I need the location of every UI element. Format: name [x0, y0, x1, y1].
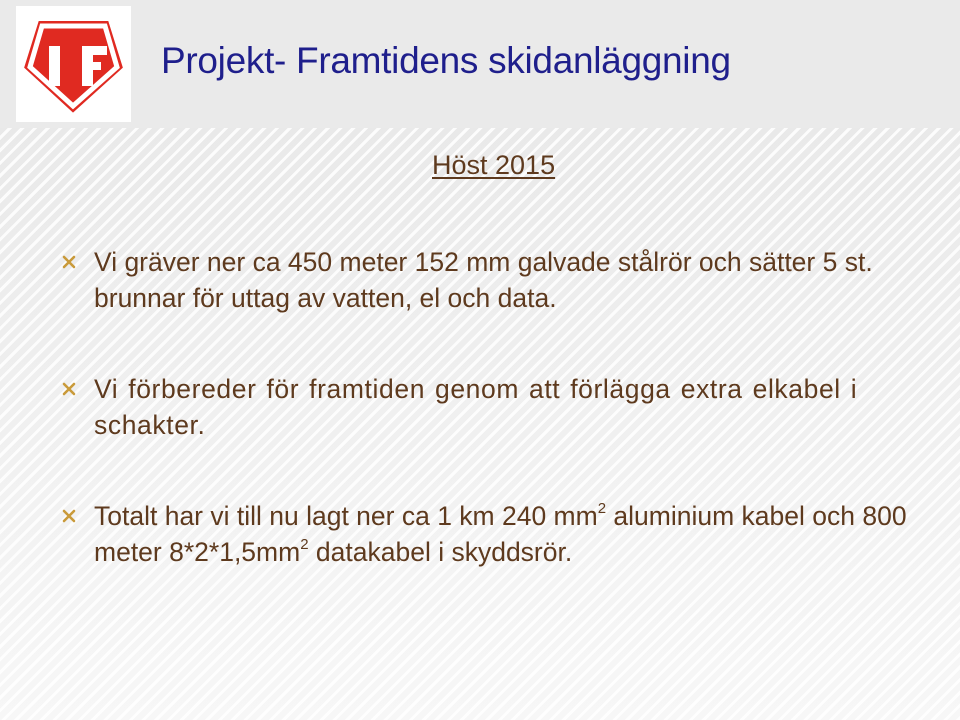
logo [16, 6, 131, 122]
bullet-item [62, 244, 942, 316]
bullet-text-part: Totalt har vi till nu lagt ner ca 1 km 240 mm [94, 501, 598, 531]
bullet-text: Vi gräver ner ca 450 meter 152 mm galvade stålrör och sätter 5 st. brunnar för uttag av vatten, el och data. [94, 247, 873, 313]
bullet-item [62, 371, 942, 443]
bullet-text-part: aluminium kabel och 800 meter 8*2*1,5mm [94, 501, 907, 567]
bullet-list [62, 244, 942, 625]
superscript: 2 [597, 500, 607, 517]
bullet-text-part: datakabel i skyddsrör. [308, 537, 573, 567]
bullet-text: Vi förbereder för framtiden genom att förlägga extra elkabel i schakter. [94, 374, 858, 440]
header-band [0, 0, 960, 128]
x-cross-icon [62, 255, 76, 269]
x-cross-icon [62, 509, 76, 523]
IF-logo-icon [16, 6, 131, 122]
superscript: 2 [300, 536, 309, 553]
x-cross-icon [62, 382, 76, 396]
bullet-item [62, 498, 942, 570]
slide-subtitle: Höst 2015 [432, 150, 556, 180]
slide-title: Projekt- Framtidens skidanläggning [161, 40, 731, 81]
